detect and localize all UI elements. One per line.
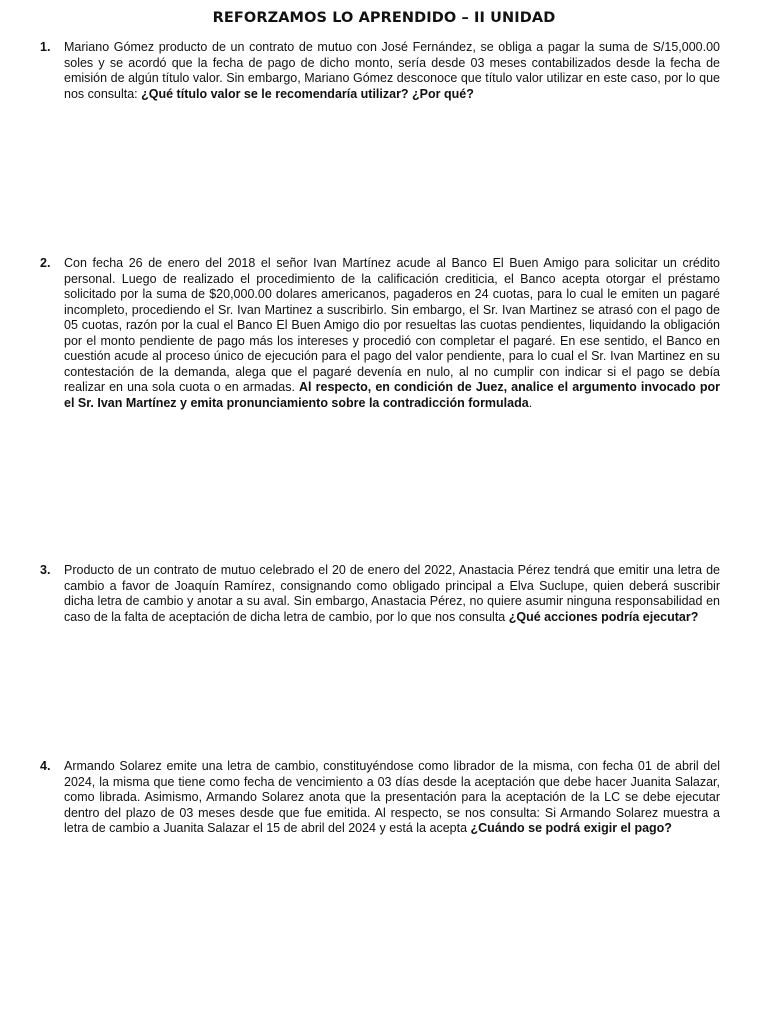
question-1 bbox=[40, 40, 720, 102]
question-number: 1. bbox=[40, 40, 51, 54]
question-number: 4. bbox=[40, 759, 51, 773]
question-prompt: Al respecto, en condición de Juez, analice el argumento invocado por el Sr. Ivan Martínez y emita pronunciamiento sobre la contradicción formulada bbox=[64, 380, 720, 410]
page-title: REFORZAMOS LO APRENDIDO – II UNIDAD bbox=[212, 10, 556, 26]
question-2 bbox=[40, 256, 720, 411]
question-end: . bbox=[528, 395, 533, 410]
question-statement: Producto de un contrato de mutuo celebrado el 20 de enero del 2022, Anastacia Pérez tendrá que emitir una letra de cambio a favor de Joaquín Ramírez, consignando como obligado principal a Elva Suclupe, quien deberá suscribir dicha letra de cambio y anotar a su aval. Sin embargo, Anastacia Pérez, no quiere asumir ninguna responsabilidad en caso de la falta de aceptación de dicha letra de cambio, por lo que nos consulta bbox=[64, 563, 720, 624]
question-statement: Armando Solarez emite una letra de cambio, constituyéndose como librador de la misma, con fecha 01 de abril del 2024, la misma que tiene como fecha de vencimiento a 03 días desde la aceptación que debe hacer Juanita Salazar, como librada. Asimismo, Armando Solarez anota que la presentación para la aceptación de la LC se debe ejecutar dentro del plazo de 03 meses desde que fue emitida. Al respecto, se nos consulta: Si Armando Solarez muestra a letra de cambio a Juanita Salazar el 15 de abril del 2024 y está la acepta bbox=[64, 759, 720, 835]
question-prompt: ¿Qué título valor se le recomendaría utilizar? ¿Por qué? bbox=[141, 86, 474, 101]
question-text bbox=[64, 563, 720, 625]
question-number: 2. bbox=[40, 256, 51, 270]
question-statement: Con fecha 26 de enero del 2018 el señor Ivan Martínez acude al Banco El Buen Amigo para solicitar un crédito personal. Luego de realizado el procedimiento de la calificación crediticia, el Banco acepta otorgar el préstamo solicitado por la suma de $20,000.00 dolares americanos, pagaderos en 24 cuotas, para lo cual le emiten un pagaré incompleto, procediendo el Sr. Ivan Martinez a suscribirlo. Sin embargo, el Sr. Ivan Martinez se atrasó con el pago de 05 cuotas, razón por la cual el Banco El Buen Amigo dio por resueltas las cuotas pendientes, liquidando la obligación por el monto pendiente de pago más los intereses y procedió con completar el pagaré. En ese sentido, el Banco en cuestión acude al proceso único de ejecución para el pago del valor pendiente, para lo cual el Sr. Ivan Martinez en su contestación de la demanda, alega que el pagaré devenía en nulo, al no cumplir con indicar si el pago se debía realizar en una sola cuota o en armadas. bbox=[64, 256, 720, 394]
question-4 bbox=[40, 759, 720, 837]
question-number: 3. bbox=[40, 563, 51, 577]
question-prompt: ¿Cuándo se podrá exigir el pago? bbox=[470, 821, 672, 835]
question-3 bbox=[40, 563, 720, 625]
question-text bbox=[64, 256, 720, 411]
question-prompt: ¿Qué acciones podría ejecutar? bbox=[508, 609, 699, 624]
question-text bbox=[64, 40, 720, 102]
question-text bbox=[64, 759, 720, 837]
question-statement: Mariano Gómez producto de un contrato de mutuo con José Fernández, se obliga a pagar la suma de S/15,000.00 soles y se acordó que la fecha de pago de dicho monto, sería desde 03 meses contabilizados desde la fecha de emisión de algún título valor. Sin embargo, Mariano Gómez desconoce que título valor utilizar en este caso, por lo que nos consulta: bbox=[64, 40, 720, 101]
